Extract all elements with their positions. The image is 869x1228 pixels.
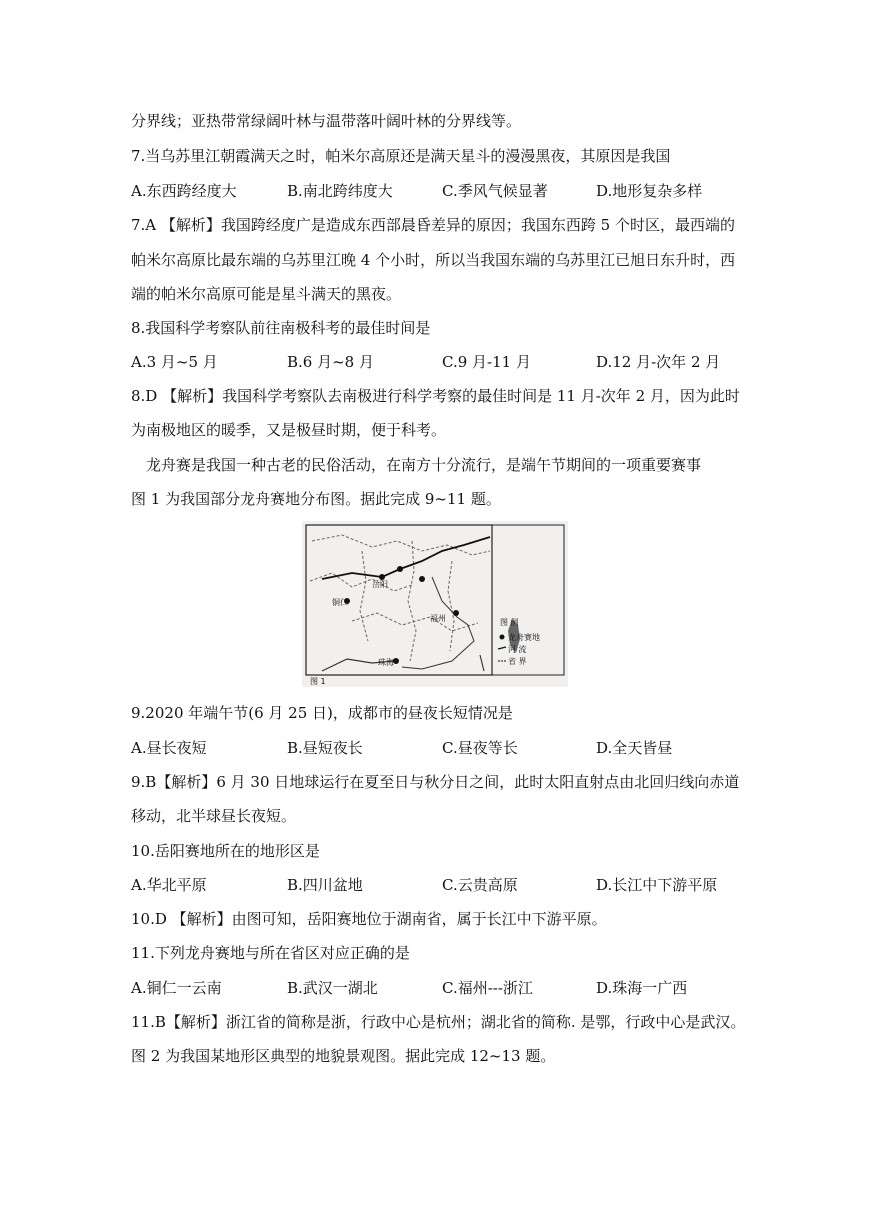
legend-item: 龙舟赛地 xyxy=(508,633,540,642)
question-10: 10.岳阳赛地所在的地形区是 xyxy=(131,842,320,860)
answer-8-line: 8.D 【解析】我国科学考察队去南极进行科学考察的最佳时间是 11 月-次年 2 月，因为此时 xyxy=(131,387,740,405)
question-9: 9.2020 年端午节(6 月 25 日)，成都市的昼夜长短情况是 xyxy=(131,704,513,722)
option-c: C.季风气候显著 xyxy=(442,182,548,200)
option-a: A.铜仁一云南 xyxy=(131,979,222,997)
option-a: A.东西跨经度大 xyxy=(131,182,237,200)
option-b: B.南北跨纬度大 xyxy=(287,182,393,200)
answer-10: 10.D 【解析】由图可知，岳阳赛地位于湖南省，属于长江中下游平原。 xyxy=(131,910,607,928)
dragon-boat-map-figure xyxy=(302,521,568,687)
option-c: C.福州---浙江 xyxy=(442,979,533,997)
option-c: C.云贵高原 xyxy=(442,876,518,894)
place-label: 福州 xyxy=(430,614,446,623)
question-11: 11.下列龙舟赛地与所在省区对应正确的是 xyxy=(131,944,410,962)
answer-9-line: 移动，北半球昼长夜短。 xyxy=(131,807,297,825)
answer-7-line: 7.A 【解析】我国跨经度广是造成东西部晨昏差异的原因；我国东西跨 5 个时区，最西端的 xyxy=(131,216,735,234)
text-line: 分界线；亚热带常绿阔叶林与温带落叶阔叶林的分界线等。 xyxy=(131,112,522,130)
option-a: A.3 月~5 月 xyxy=(131,353,218,371)
option-d: D.地形复杂多样 xyxy=(596,182,703,200)
option-a: A.昼长夜短 xyxy=(131,739,207,757)
question-7: 7.当乌苏里江朝霞满天之时，帕米尔高原还是满天星斗的漫漫黑夜，其原因是我国 xyxy=(131,147,671,165)
place-label: 铜仁 xyxy=(332,598,348,607)
passage-intro: 图 1 为我国部分龙舟赛地分布图。据此完成 9~11 题。 xyxy=(131,490,501,508)
answer-9-line: 9.B【解析】6 月 30 日地球运行在夏至日与秋分日之间，此时太阳直射点由北回归线向赤道 xyxy=(131,773,740,791)
option-a: A.华北平原 xyxy=(131,876,207,894)
answer-7-line: 帕米尔高原比最东端的乌苏里江晚 4 个小时，所以当我国东端的乌苏里江已旭日东升时，西 xyxy=(131,251,736,269)
option-b: B.武汉一湖北 xyxy=(287,979,378,997)
legend-item: 河 流 xyxy=(508,645,527,654)
option-c: C.昼夜等长 xyxy=(442,739,518,757)
option-d: D.12 月-次年 2 月 xyxy=(596,353,721,371)
place-label: 珠海 xyxy=(378,658,394,667)
option-d: D.珠海一广西 xyxy=(596,979,688,997)
answer-11: 11.B【解析】浙江省的简称是浙，行政中心是杭州；湖北省的简称. 是鄂，行政中心是武汉。 xyxy=(131,1013,746,1031)
legend-title: 图 例 xyxy=(500,618,519,627)
question-12-intro: 图 2 为我国某地形区典型的地貌景观图。据此完成 12~13 题。 xyxy=(131,1047,556,1065)
option-d: D.全天皆昼 xyxy=(596,739,673,757)
option-b: B.四川盆地 xyxy=(287,876,363,894)
question-8: 8.我国科学考察队前往南极科考的最佳时间是 xyxy=(131,319,431,337)
map-graphic xyxy=(302,521,568,687)
answer-8-line: 为南极地区的暖季，又是极昼时期，便于科考。 xyxy=(131,421,447,439)
option-d: D.长江中下游平原 xyxy=(596,876,718,894)
figure-caption: 图 1 xyxy=(310,677,326,686)
place-label: 岳阳 xyxy=(372,580,388,589)
legend-item: 省 界 xyxy=(508,657,527,666)
option-b: B.6 月~8 月 xyxy=(287,353,374,371)
answer-7-line: 端的帕米尔高原可能是星斗满天的黑夜。 xyxy=(131,285,402,303)
option-b: B.昼短夜长 xyxy=(287,739,363,757)
passage-intro: 龙舟赛是我国一种古老的民俗活动，在南方十分流行，是端午节期间的一项重要赛事 xyxy=(146,456,702,474)
option-c: C.9 月-11 月 xyxy=(442,353,531,371)
